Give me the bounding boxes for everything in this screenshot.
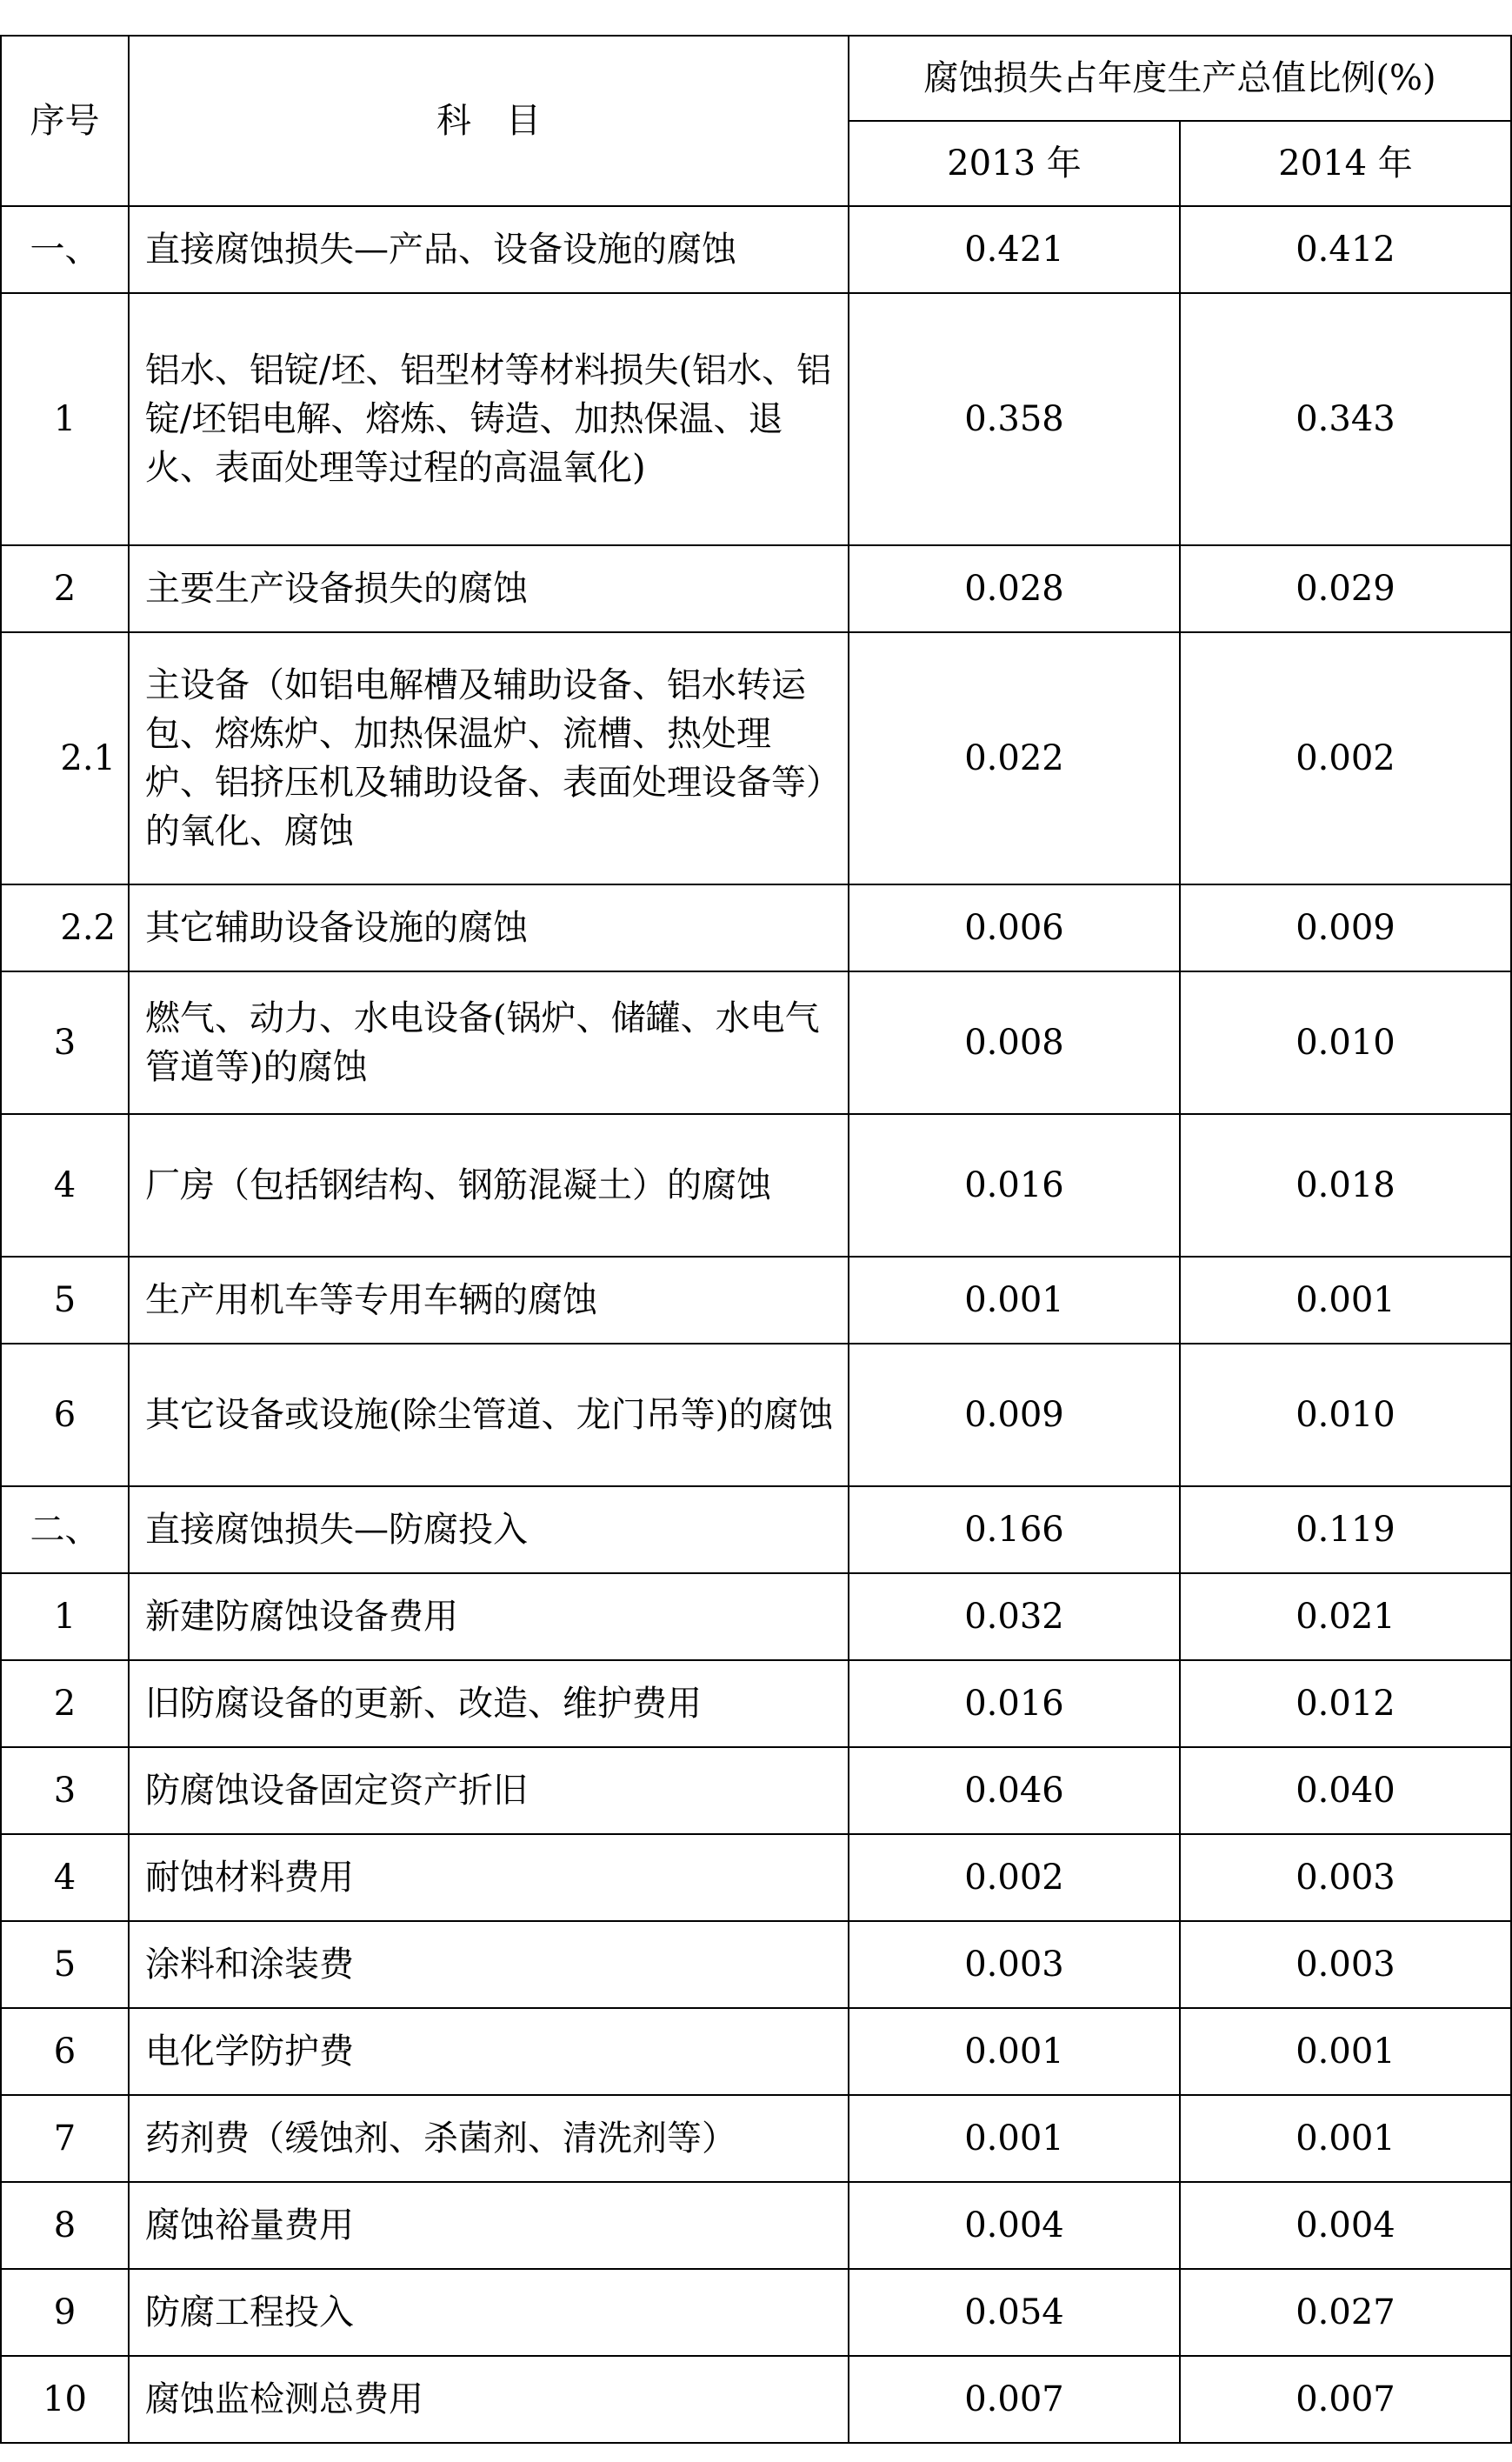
row-serial-number: 3: [1, 1747, 129, 1834]
table-header: [1, 36, 1511, 206]
row-value-2014: 0.027: [1180, 2269, 1511, 2356]
row-value-2014: 0.001: [1180, 2008, 1511, 2095]
header-loss-ratio: 腐蚀损失占年度生产总值比例(%): [849, 36, 1511, 121]
table-row: [1, 971, 1511, 1114]
row-serial-number: 3: [1, 971, 129, 1114]
row-value-2014: 0.001: [1180, 1257, 1511, 1344]
corrosion-loss-table: [0, 35, 1512, 2444]
row-value-2014: 0.010: [1180, 971, 1511, 1114]
row-value-2013: 0.016: [849, 1114, 1180, 1257]
row-subject: 腐蚀监检测总费用: [129, 2356, 849, 2443]
row-subject: 其它辅助设备设施的腐蚀: [129, 884, 849, 971]
table-row: [1, 1344, 1511, 1486]
table-row: [1, 884, 1511, 971]
table-row: [1, 545, 1511, 632]
row-subject: 主要生产设备损失的腐蚀: [129, 545, 849, 632]
table-row: [1, 1486, 1511, 1573]
row-serial-number: 2.1: [1, 632, 129, 884]
row-serial-number: 2: [1, 545, 129, 632]
row-subject: 其它设备或设施(除尘管道、龙门吊等)的腐蚀: [129, 1344, 849, 1486]
table-row: [1, 1257, 1511, 1344]
table-row: [1, 2269, 1511, 2356]
row-subject: 主设备（如铝电解槽及辅助设备、铝水转运包、熔炼炉、加热保温炉、流槽、热处理炉、铝挤压机及辅助设备、表面处理设备等）的氧化、腐蚀: [129, 632, 849, 884]
row-value-2013: 0.046: [849, 1747, 1180, 1834]
table-row: [1, 206, 1511, 293]
row-value-2013: 0.008: [849, 971, 1180, 1114]
row-value-2014: 0.010: [1180, 1344, 1511, 1486]
row-value-2014: 0.343: [1180, 293, 1511, 545]
table-row: [1, 1573, 1511, 1660]
table-row: [1, 2008, 1511, 2095]
row-value-2013: 0.001: [849, 1257, 1180, 1344]
row-value-2013: 0.001: [849, 2095, 1180, 2182]
table-row: [1, 1660, 1511, 1747]
row-serial-number: 10: [1, 2356, 129, 2443]
row-subject: 新建防腐蚀设备费用: [129, 1573, 849, 1660]
row-value-2013: 0.001: [849, 2008, 1180, 2095]
table-row: [1, 1834, 1511, 1921]
row-value-2014: 0.021: [1180, 1573, 1511, 1660]
row-value-2014: 0.004: [1180, 2182, 1511, 2269]
row-serial-number: 6: [1, 2008, 129, 2095]
row-serial-number: 二、: [1, 1486, 129, 1573]
row-serial-number: 7: [1, 2095, 129, 2182]
row-subject: 直接腐蚀损失—产品、设备设施的腐蚀: [129, 206, 849, 293]
table-row: [1, 293, 1511, 545]
row-value-2014: 0.012: [1180, 1660, 1511, 1747]
row-value-2013: 0.002: [849, 1834, 1180, 1921]
header-year-2013: 2013 年: [849, 121, 1180, 206]
row-value-2013: 0.006: [849, 884, 1180, 971]
row-value-2013: 0.003: [849, 1921, 1180, 2008]
row-value-2014: 0.003: [1180, 1834, 1511, 1921]
row-value-2013: 0.166: [849, 1486, 1180, 1573]
row-subject: 直接腐蚀损失—防腐投入: [129, 1486, 849, 1573]
header-serial-number: 序号: [1, 36, 129, 206]
table-row: [1, 2182, 1511, 2269]
table-row: [1, 2095, 1511, 2182]
table-body: [1, 206, 1511, 2443]
row-value-2014: 0.119: [1180, 1486, 1511, 1573]
row-value-2013: 0.032: [849, 1573, 1180, 1660]
row-value-2014: 0.001: [1180, 2095, 1511, 2182]
row-value-2013: 0.007: [849, 2356, 1180, 2443]
row-serial-number: 一、: [1, 206, 129, 293]
row-value-2013: 0.028: [849, 545, 1180, 632]
row-value-2013: 0.016: [849, 1660, 1180, 1747]
row-value-2013: 0.421: [849, 206, 1180, 293]
row-serial-number: 8: [1, 2182, 129, 2269]
row-subject: 腐蚀裕量费用: [129, 2182, 849, 2269]
row-serial-number: 4: [1, 1834, 129, 1921]
row-value-2014: 0.040: [1180, 1747, 1511, 1834]
row-value-2014: 0.003: [1180, 1921, 1511, 2008]
table-row: [1, 1747, 1511, 1834]
row-value-2013: 0.054: [849, 2269, 1180, 2356]
row-subject: 防腐工程投入: [129, 2269, 849, 2356]
header-subject: 科 目: [129, 36, 849, 206]
row-value-2014: 0.009: [1180, 884, 1511, 971]
row-subject: 厂房（包括钢结构、钢筋混凝土）的腐蚀: [129, 1114, 849, 1257]
row-serial-number: 9: [1, 2269, 129, 2356]
row-value-2014: 0.412: [1180, 206, 1511, 293]
row-subject: 铝水、铝锭/坯、铝型材等材料损失(铝水、铝锭/坯铝电解、熔炼、铸造、加热保温、退火、表面处理等过程的高温氧化): [129, 293, 849, 545]
row-value-2014: 0.002: [1180, 632, 1511, 884]
corrosion-loss-table-container: [0, 35, 1512, 2444]
row-value-2013: 0.358: [849, 293, 1180, 545]
table-row: [1, 2356, 1511, 2443]
table-row: [1, 1921, 1511, 2008]
row-value-2014: 0.007: [1180, 2356, 1511, 2443]
row-value-2013: 0.022: [849, 632, 1180, 884]
table-row: [1, 632, 1511, 884]
row-subject: 耐蚀材料费用: [129, 1834, 849, 1921]
header-row-1: [1, 36, 1511, 121]
row-subject: 电化学防护费: [129, 2008, 849, 2095]
row-serial-number: 2.2: [1, 884, 129, 971]
header-year-2014: 2014 年: [1180, 121, 1511, 206]
row-value-2013: 0.009: [849, 1344, 1180, 1486]
row-serial-number: 2: [1, 1660, 129, 1747]
row-serial-number: 1: [1, 293, 129, 545]
row-serial-number: 6: [1, 1344, 129, 1486]
row-value-2013: 0.004: [849, 2182, 1180, 2269]
row-subject: 燃气、动力、水电设备(锅炉、储罐、水电气管道等)的腐蚀: [129, 971, 849, 1114]
row-subject: 涂料和涂装费: [129, 1921, 849, 2008]
row-serial-number: 4: [1, 1114, 129, 1257]
row-serial-number: 1: [1, 1573, 129, 1660]
row-subject: 旧防腐设备的更新、改造、维护费用: [129, 1660, 849, 1747]
row-value-2014: 0.029: [1180, 545, 1511, 632]
row-subject: 药剂费（缓蚀剂、杀菌剂、清洗剂等）: [129, 2095, 849, 2182]
table-row: [1, 1114, 1511, 1257]
row-subject: 防腐蚀设备固定资产折旧: [129, 1747, 849, 1834]
row-value-2014: 0.018: [1180, 1114, 1511, 1257]
row-serial-number: 5: [1, 1921, 129, 2008]
row-serial-number: 5: [1, 1257, 129, 1344]
row-subject: 生产用机车等专用车辆的腐蚀: [129, 1257, 849, 1344]
